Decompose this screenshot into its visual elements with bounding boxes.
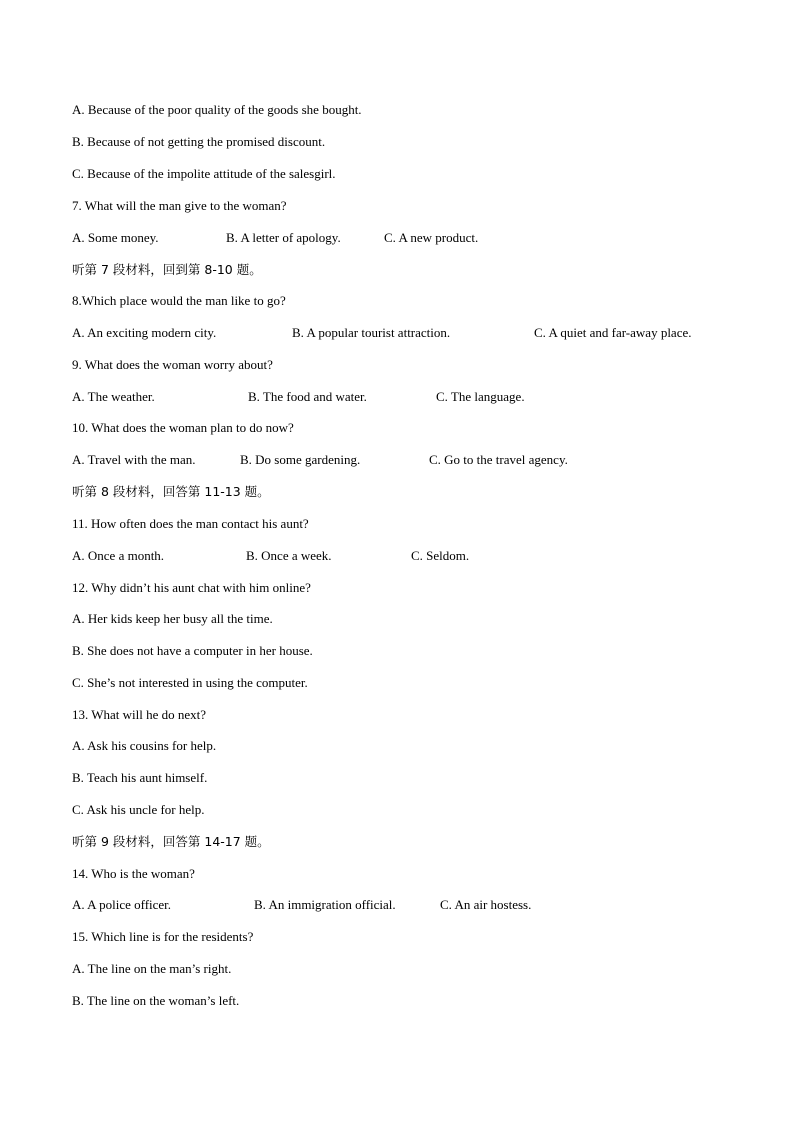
- q13-option-b: B. Teach his aunt himself.: [72, 770, 208, 785]
- question-13: 13. What will he do next?: [72, 707, 207, 722]
- q11-option-a: A. Once a month.: [72, 548, 165, 563]
- question-8: 8.Which place would the man like to go?: [72, 293, 286, 308]
- q8-option-a: A. An exciting modern city.: [72, 325, 217, 340]
- q14-option-b: B. An immigration official.: [254, 897, 396, 912]
- q15-option-a: A. The line on the man’s right.: [72, 961, 232, 976]
- q12-option-c: C. She’s not interested in using the computer.: [72, 675, 308, 690]
- section-8-heading: 听第 8 段材料，回答第 11-13 题。: [72, 484, 270, 499]
- q8-option-c: C. A quiet and far-away place.: [534, 325, 692, 340]
- q14-options: [72, 895, 772, 915]
- q14-option-c: C. An air hostess.: [440, 897, 532, 912]
- question-12: 12. Why didn’t his aunt chat with him online?: [72, 580, 311, 595]
- q7-option-b: B. A letter of apology.: [226, 230, 341, 245]
- q6-option-b: B. Because of not getting the promised discount.: [72, 134, 326, 149]
- q6-option-a: A. Because of the poor quality of the goods she bought.: [72, 102, 362, 117]
- section-7-heading: 听第 7 段材料，回到第 8-10 题。: [72, 262, 262, 277]
- q7-option-a: A. Some money.: [72, 230, 159, 245]
- q6-option-c: C. Because of the impolite attitude of the salesgirl.: [72, 166, 336, 181]
- q9-option-a: A. The weather.: [72, 389, 155, 404]
- q13-option-a: A. Ask his cousins for help.: [72, 738, 217, 753]
- question-10: 10. What does the woman plan to do now?: [72, 420, 294, 435]
- q12-option-b: B. She does not have a computer in her house.: [72, 643, 313, 658]
- q15-option-b: B. The line on the woman’s left.: [72, 993, 240, 1008]
- question-15: 15. Which line is for the residents?: [72, 929, 254, 944]
- question-7: 7. What will the man give to the woman?: [72, 198, 287, 213]
- question-9: 9. What does the woman worry about?: [72, 357, 273, 372]
- q7-option-c: C. A new product.: [384, 230, 479, 245]
- q10-options: [72, 450, 772, 470]
- q8-option-b: B. A popular tourist attraction.: [292, 325, 451, 340]
- q10-option-c: C. Go to the travel agency.: [429, 452, 568, 467]
- question-14: 14. Who is the woman?: [72, 866, 195, 881]
- question-11: 11. How often does the man contact his aunt?: [72, 516, 309, 531]
- section-9-heading: 听第 9 段材料，回答第 14-17 题。: [72, 834, 270, 849]
- q11-option-b: B. Once a week.: [246, 548, 332, 563]
- q8-options: [72, 323, 772, 343]
- q14-option-a: A. A police officer.: [72, 897, 172, 912]
- q10-option-b: B. Do some gardening.: [240, 452, 361, 467]
- q11-option-c: C. Seldom.: [411, 548, 470, 563]
- q11-options: [72, 546, 772, 566]
- q10-option-a: A. Travel with the man.: [72, 452, 196, 467]
- q7-options: [72, 228, 772, 248]
- q9-option-c: C. The language.: [436, 389, 525, 404]
- q9-options: [72, 387, 772, 407]
- q13-option-c: C. Ask his uncle for help.: [72, 802, 205, 817]
- q9-option-b: B. The food and water.: [248, 389, 367, 404]
- q12-option-a: A. Her kids keep her busy all the time.: [72, 611, 273, 626]
